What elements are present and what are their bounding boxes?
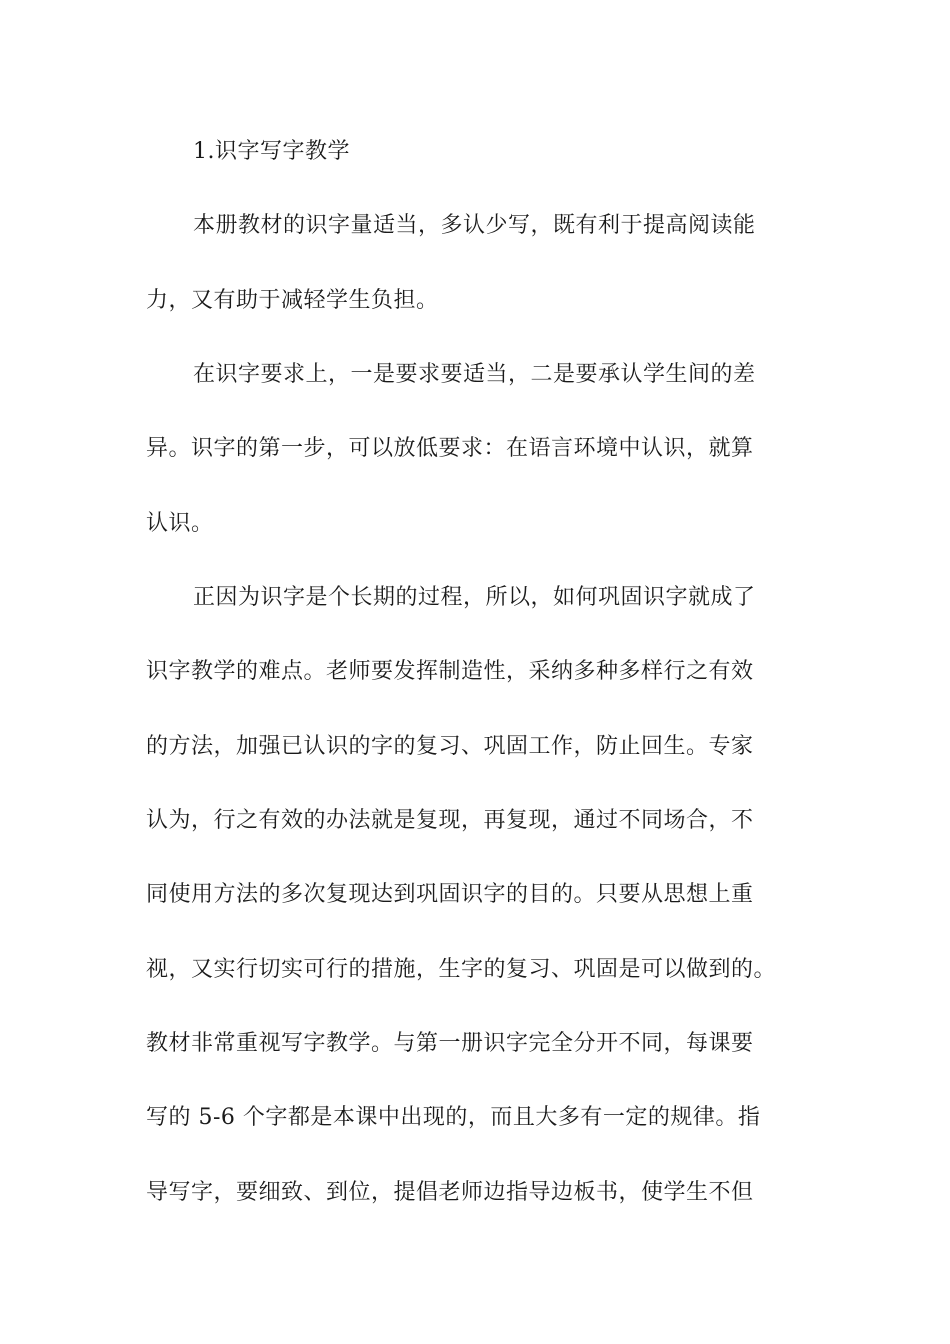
paragraph-2-line-1: 在识字要求上，一是要求要适当，二是要承认学生间的差 xyxy=(193,362,756,387)
paragraph-3-line-5: 同使用方法的多次复现达到巩固识字的目的。只要从思想上重 xyxy=(146,882,754,907)
paragraph-2-line-3: 认识。 xyxy=(146,511,214,536)
paragraph-3-line-8: 写的 5-6 个字都是本课中出现的，而且大多有一定的规律。指 xyxy=(146,1105,761,1130)
paragraph-3-line-1: 正因为识字是个长期的过程，所以，如何巩固识字就成了 xyxy=(193,585,756,610)
paragraph-3-line-9: 导写字，要细致、到位，提倡老师边指导边板书，使学生不但 xyxy=(146,1180,754,1205)
paragraph-3-line-2: 识字教学的难点。老师要发挥制造性，采纳多种多样行之有效 xyxy=(146,659,754,684)
paragraph-1-line-2: 力，又有助于减轻学生负担。 xyxy=(146,288,439,313)
paragraph-3-line-3: 的方法，加强已认识的字的复习、巩固工作，防止回生。专家 xyxy=(146,734,754,759)
section-heading: 1.识字写字教学 xyxy=(193,139,350,164)
paragraph-2-line-2: 异。识字的第一步，可以放低要求：在语言环境中认识，就算 xyxy=(146,436,754,461)
paragraph-3-line-6: 视，又实行切实可行的措施，生字的复习、巩固是可以做到的。 xyxy=(146,957,777,982)
paragraph-1-line-1: 本册教材的识字量适当，多认少写，既有利于提高阅读能 xyxy=(193,213,756,238)
paragraph-3-line-4: 认为，行之有效的办法就是复现，再复现，通过不同场合，不 xyxy=(146,808,754,833)
paragraph-3-line-7: 教材非常重视写字教学。与第一册识字完全分开不同，每课要 xyxy=(146,1031,754,1056)
